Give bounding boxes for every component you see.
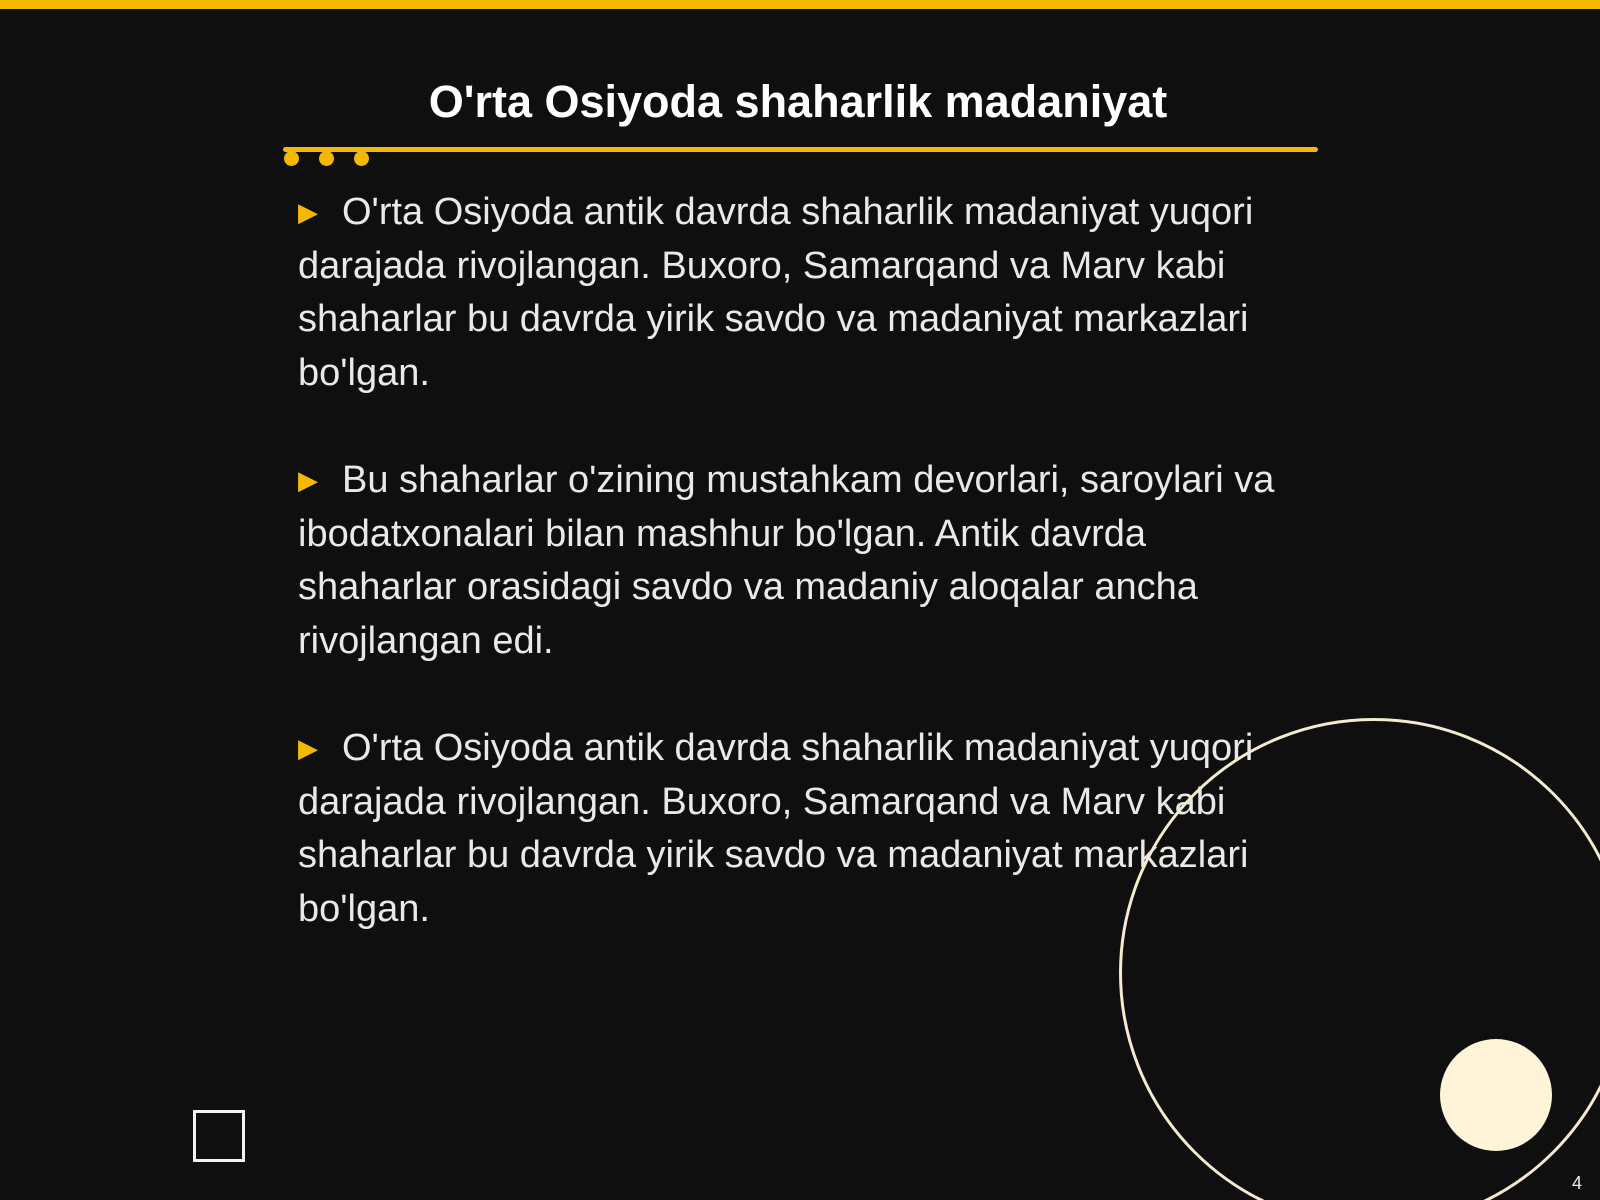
bullet-item bbox=[298, 454, 1298, 668]
bullet-text: O'rta Osiyoda antik davrda shaharlik madaniyat yuqori darajada rivojlangan. Buxoro, Samarqand va Marv kabi shaharlar bu davrda yirik savdo va madaniyat markazlari bo'lgan. bbox=[298, 727, 1254, 930]
slide-title: O'rta Osiyoda shaharlik madaniyat bbox=[428, 76, 1168, 127]
bullet-item bbox=[298, 186, 1298, 400]
triangle-bullet-icon: ▶ bbox=[298, 465, 318, 495]
decorative-square bbox=[193, 1110, 245, 1162]
title-underline bbox=[283, 147, 1318, 152]
decorative-dot bbox=[284, 151, 299, 166]
top-accent-bar bbox=[0, 0, 1600, 9]
bullet-text: O'rta Osiyoda antik davrda shaharlik madaniyat yuqori darajada rivojlangan. Buxoro, Samarqand va Marv kabi shaharlar bu davrda yirik savdo va madaniyat markazlari bo'lgan. bbox=[298, 191, 1254, 394]
slide-number: 4 bbox=[1571, 1173, 1582, 1193]
decorative-circle-filled bbox=[1440, 1039, 1552, 1151]
bullet-text: Bu shaharlar o'zining mustahkam devorlari, saroylari va ibodatxonalari bilan mashhur bo'lgan. Antik davrda shaharlar orasidagi savdo va madaniy aloqalar ancha rivojlangan edi. bbox=[298, 459, 1275, 662]
decorative-dot bbox=[354, 151, 369, 166]
triangle-bullet-icon: ▶ bbox=[298, 197, 318, 227]
triangle-bullet-icon: ▶ bbox=[298, 733, 318, 763]
decorative-dot bbox=[319, 151, 334, 166]
